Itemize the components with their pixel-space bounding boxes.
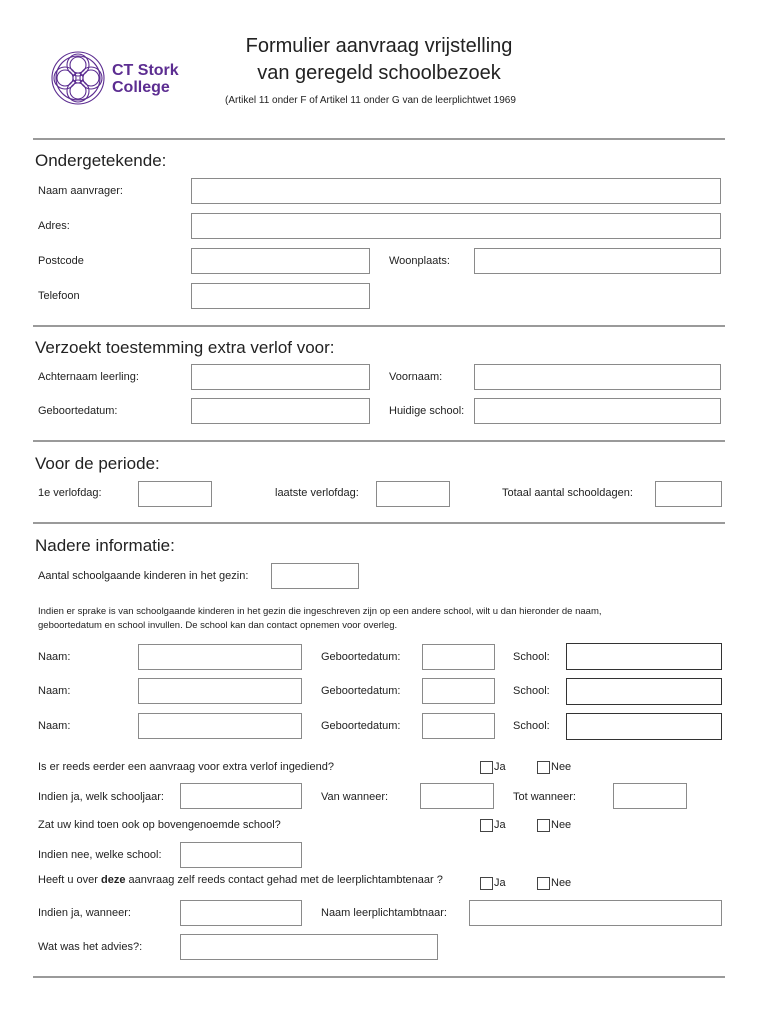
kind-naam-input[interactable]: [138, 713, 302, 739]
divider: [33, 522, 725, 524]
achternaam-leerling-input[interactable]: [191, 364, 370, 390]
question-eerdere-aanvraag: Is er reeds eerder een aanvraag voor extra verlof ingediend?: [38, 761, 334, 773]
kind-geboortedatum-input[interactable]: [422, 713, 495, 739]
kind-school-input[interactable]: [566, 643, 722, 670]
eerdere-aanvraag-ja-checkbox[interactable]: [480, 761, 493, 774]
label-totaal-schooldagen: Totaal aantal schooldagen:: [502, 487, 633, 499]
label-laatste-verlofdag: laatste verlofdag:: [275, 487, 359, 499]
label-ja: Ja: [494, 877, 506, 889]
totaal-schooldagen-input[interactable]: [655, 481, 722, 507]
label-kind-naam: Naam:: [38, 720, 71, 732]
advies-input[interactable]: [180, 934, 438, 960]
label-telefoon: Telefoon: [38, 290, 80, 302]
label-advies: Wat was het advies?:: [38, 941, 143, 953]
label-naam-aanvrager: Naam aanvrager:: [38, 185, 123, 197]
voornaam-input[interactable]: [474, 364, 721, 390]
label-postcode: Postcode: [38, 255, 84, 267]
label-kind-naam: Naam:: [38, 651, 71, 663]
logo-text-line1: CT Stork: [112, 62, 179, 79]
info-text-line2: geboortedatum en school invullen. De school kan dan contact opnemen voor overleg.: [38, 620, 398, 631]
label-tot-wanneer: Tot wanneer:: [513, 791, 576, 803]
page-title-line1: Formulier aanvraag vrijstelling: [245, 35, 513, 57]
label-adres: Adres:: [38, 220, 70, 232]
aantal-kinderen-input[interactable]: [271, 563, 359, 589]
label-achternaam-leerling: Achternaam leerling:: [38, 371, 139, 383]
zelfde-school-nee-checkbox[interactable]: [537, 819, 550, 832]
label-kind-geboortedatum: Geboortedatum:: [321, 720, 401, 732]
label-indien-ja-wanneer: Indien ja, wanneer:: [38, 907, 131, 919]
label-kind-school: School:: [513, 651, 550, 663]
label-van-wanneer: Van wanneer:: [321, 791, 389, 803]
label-ja: Ja: [494, 761, 506, 773]
label-welk-schooljaar: Indien ja, welk schooljaar:: [38, 791, 164, 803]
section-heading-verzoekt: Verzoekt toestemming extra verlof voor:: [35, 338, 335, 357]
label-voornaam: Voornaam:: [389, 371, 443, 383]
label-welke-school: Indien nee, welke school:: [38, 849, 162, 861]
college-logo-icon: [50, 50, 106, 106]
label-kind-school: School:: [513, 685, 550, 697]
divider: [33, 138, 725, 140]
info-text-line1: Indien er sprake is van schoolgaande kinderen in het gezin die ingeschreven zijn op een andere school, wilt u dan hieronder de naam,: [38, 606, 602, 617]
section-heading-periode: Voor de periode:: [35, 454, 160, 473]
contact-ja-checkbox[interactable]: [480, 877, 493, 890]
naam-aanvrager-input[interactable]: [191, 178, 721, 204]
kind-geboortedatum-input[interactable]: [422, 678, 495, 704]
divider: [33, 325, 725, 327]
label-kind-geboortedatum: Geboortedatum:: [321, 651, 401, 663]
page-subtitle: (Artikel 11 onder F of Artikel 11 onder G van de leerplichtwet 1969: [225, 95, 516, 106]
label-kind-naam: Naam:: [38, 685, 71, 697]
kind-school-input[interactable]: [566, 713, 722, 740]
section-heading-ondergetekende: Ondergetekende:: [35, 151, 167, 170]
question-contact-leerplichtambtenaar: Heeft u over deze aanvraag zelf reeds contact gehad met de leerplichtambtenaar ?: [38, 874, 443, 886]
woonplaats-input[interactable]: [474, 248, 721, 274]
welke-school-input[interactable]: [180, 842, 302, 868]
label-kind-school: School:: [513, 720, 550, 732]
zelfde-school-ja-checkbox[interactable]: [480, 819, 493, 832]
kind-naam-input[interactable]: [138, 678, 302, 704]
huidige-school-input[interactable]: [474, 398, 721, 424]
adres-input[interactable]: [191, 213, 721, 239]
contact-nee-checkbox[interactable]: [537, 877, 550, 890]
divider: [33, 440, 725, 442]
postcode-input[interactable]: [191, 248, 370, 274]
label-eerste-verlofdag: 1e verlofdag:: [38, 487, 102, 499]
welk-schooljaar-input[interactable]: [180, 783, 302, 809]
label-aantal-kinderen: Aantal schoolgaande kinderen in het gezin:: [38, 570, 249, 582]
contact-wanneer-input[interactable]: [180, 900, 302, 926]
section-heading-nadere-informatie: Nadere informatie:: [35, 536, 175, 555]
label-nee: Nee: [551, 761, 572, 773]
geboortedatum-input[interactable]: [191, 398, 370, 424]
van-wanneer-input[interactable]: [420, 783, 494, 809]
telefoon-input[interactable]: [191, 283, 370, 309]
laatste-verlofdag-input[interactable]: [376, 481, 450, 507]
eerste-verlofdag-input[interactable]: [138, 481, 212, 507]
label-nee: Nee: [551, 877, 572, 889]
question-zelfde-school: Zat uw kind toen ook op bovengenoemde school?: [38, 819, 281, 831]
tot-wanneer-input[interactable]: [613, 783, 687, 809]
label-naam-leerplichtambtenaar: Naam leerplichtambtnaar:: [321, 907, 447, 919]
label-woonplaats: Woonplaats:: [389, 255, 450, 267]
logo-text-line2: College: [112, 79, 170, 96]
label-nee: Nee: [551, 819, 572, 831]
kind-geboortedatum-input[interactable]: [422, 644, 495, 670]
label-huidige-school: Huidige school:: [389, 405, 465, 417]
page-title-line2: van geregeld schoolbezoek: [257, 62, 501, 84]
eerdere-aanvraag-nee-checkbox[interactable]: [537, 761, 550, 774]
divider: [33, 976, 725, 978]
label-geboortedatum: Geboortedatum:: [38, 405, 118, 417]
kind-school-input[interactable]: [566, 678, 722, 705]
label-kind-geboortedatum: Geboortedatum:: [321, 685, 401, 697]
naam-leerplichtambtenaar-input[interactable]: [469, 900, 722, 926]
label-ja: Ja: [494, 819, 506, 831]
kind-naam-input[interactable]: [138, 644, 302, 670]
